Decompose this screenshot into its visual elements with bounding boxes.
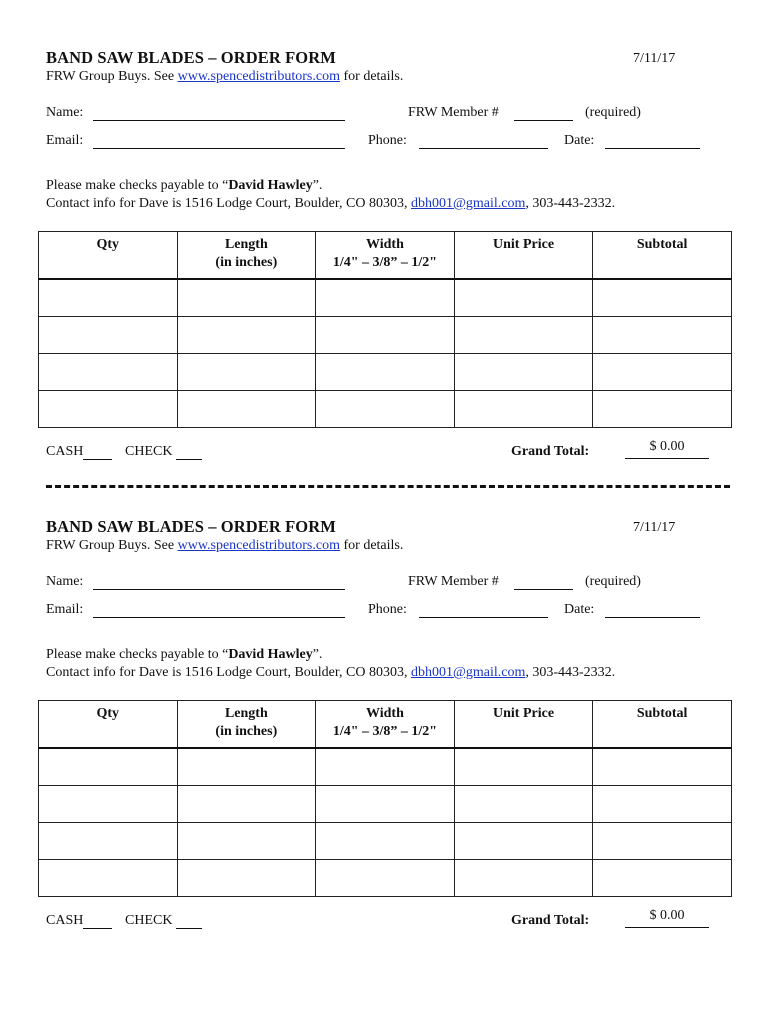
unit-price-cell[interactable] (454, 317, 593, 354)
phone-label: Phone: (368, 602, 407, 617)
table-header-row (39, 701, 732, 749)
contact-prefix: Contact info for Dave is 1516 Lodge Court, Boulder, CO 80303, (46, 196, 411, 211)
member-label: FRW Member # (408, 105, 499, 120)
column-header-subtotal (593, 701, 732, 749)
order-form-1 (0, 0, 770, 470)
qty-cell[interactable] (39, 317, 178, 354)
qty-cell[interactable] (39, 279, 178, 317)
subtotal-cell[interactable] (593, 391, 732, 428)
length-cell[interactable] (177, 317, 316, 354)
unit-price-cell[interactable] (454, 786, 593, 823)
header-line1: Unit Price (493, 706, 555, 721)
unit-price-cell[interactable] (454, 354, 593, 391)
unit-price-cell[interactable] (454, 391, 593, 428)
form-title: BAND SAW BLADES – ORDER FORM (46, 517, 336, 536)
payable-line (46, 647, 322, 663)
order-form-2 (0, 469, 770, 939)
width-cell[interactable] (316, 354, 455, 391)
qty-cell[interactable] (39, 354, 178, 391)
unit-price-cell[interactable] (454, 860, 593, 897)
length-cell[interactable] (177, 391, 316, 428)
column-header-width (316, 701, 455, 749)
column-header-unit-price (454, 701, 593, 749)
header-line1: Qty (96, 706, 120, 721)
length-cell[interactable] (177, 279, 316, 317)
subtotal-cell[interactable] (593, 279, 732, 317)
intro-suffix: for details. (340, 69, 404, 84)
unit-price-cell[interactable] (454, 279, 593, 317)
column-header-unit-price (454, 232, 593, 280)
contact-prefix: Contact info for Dave is 1516 Lodge Court, Boulder, CO 80303, (46, 665, 411, 680)
payable-line (46, 178, 322, 194)
header-line1: Length (224, 237, 268, 252)
payable-prefix: Please make checks payable to “ (46, 647, 229, 662)
form-date: 7/11/17 (633, 51, 676, 66)
header-line1: Subtotal (636, 706, 688, 721)
contact-suffix: , 303-443-2332. (525, 665, 616, 680)
member-field[interactable] (514, 120, 573, 121)
header-line2: (in inches) (215, 255, 278, 270)
required-note: (required) (585, 105, 641, 120)
table-row (39, 391, 732, 428)
header-line1: Width (366, 706, 404, 721)
contact-line (46, 196, 615, 212)
column-header-length (177, 701, 316, 749)
grand-total-value: $ 0.00 (625, 908, 709, 928)
intro-suffix: for details. (340, 538, 404, 553)
grand-total-label: Grand Total: (511, 444, 590, 459)
header-line2: 1/4" – 3/8” – 1/2" (332, 255, 438, 270)
cash-checkbox-line[interactable] (83, 459, 112, 460)
column-header-qty (39, 232, 178, 280)
order-table (38, 231, 732, 428)
grand-total-label: Grand Total: (511, 913, 590, 928)
header-line1: Unit Price (493, 237, 555, 252)
table-row (39, 354, 732, 391)
unit-price-cell[interactable] (454, 748, 593, 786)
qty-cell[interactable] (39, 860, 178, 897)
intro-line (46, 69, 403, 85)
column-header-width (316, 232, 455, 280)
check-label: CHECK (125, 444, 173, 459)
email-field[interactable] (93, 148, 345, 149)
length-cell[interactable] (177, 823, 316, 860)
qty-cell[interactable] (39, 748, 178, 786)
date-field[interactable] (605, 617, 700, 618)
qty-cell[interactable] (39, 391, 178, 428)
table-row (39, 279, 732, 317)
subtotal-cell[interactable] (593, 860, 732, 897)
width-cell[interactable] (316, 279, 455, 317)
intro-prefix: FRW Group Buys. See (46, 538, 178, 553)
member-field[interactable] (514, 589, 573, 590)
header-line2: (in inches) (215, 724, 278, 739)
payable-suffix: ”. (312, 178, 323, 193)
column-header-length (177, 232, 316, 280)
check-checkbox-line[interactable] (176, 928, 202, 929)
header-line1: Qty (96, 237, 120, 252)
unit-price-cell[interactable] (454, 823, 593, 860)
header-line1: Subtotal (636, 237, 688, 252)
date-label: Date: (564, 133, 595, 148)
payable-prefix: Please make checks payable to “ (46, 178, 229, 193)
order-table (38, 700, 732, 897)
check-label: CHECK (125, 913, 173, 928)
date-label: Date: (564, 602, 595, 617)
width-cell[interactable] (316, 391, 455, 428)
name-label: Name: (46, 574, 84, 589)
intro-line (46, 538, 403, 554)
column-header-qty (39, 701, 178, 749)
payable-name: David Hawley (228, 647, 313, 662)
length-cell[interactable] (177, 354, 316, 391)
table-row (39, 823, 732, 860)
width-cell[interactable] (316, 317, 455, 354)
cash-checkbox-line[interactable] (83, 928, 112, 929)
width-cell[interactable] (316, 860, 455, 897)
qty-cell[interactable] (39, 823, 178, 860)
email-label: Email: (46, 602, 84, 617)
form-title: BAND SAW BLADES – ORDER FORM (46, 48, 336, 67)
grand-total-value: $ 0.00 (625, 439, 709, 459)
length-cell[interactable] (177, 860, 316, 897)
name-label: Name: (46, 105, 84, 120)
column-header-subtotal (593, 232, 732, 280)
payable-name: David Hawley (228, 178, 313, 193)
table-row (39, 317, 732, 354)
contact-line (46, 665, 615, 681)
cash-label: CASH (46, 913, 84, 928)
subtotal-cell[interactable] (593, 354, 732, 391)
subtotal-cell[interactable] (593, 823, 732, 860)
intro-prefix: FRW Group Buys. See (46, 69, 178, 84)
date-field[interactable] (605, 148, 700, 149)
name-field[interactable] (93, 589, 345, 590)
phone-field[interactable] (419, 148, 548, 149)
phone-label: Phone: (368, 133, 407, 148)
form-date: 7/11/17 (633, 520, 676, 535)
email-label: Email: (46, 133, 84, 148)
name-field[interactable] (93, 120, 345, 121)
contact-suffix: , 303-443-2332. (525, 196, 616, 211)
table-row (39, 748, 732, 786)
subtotal-cell[interactable] (593, 748, 732, 786)
phone-field[interactable] (419, 617, 548, 618)
subtotal-cell[interactable] (593, 786, 732, 823)
contact-email-link[interactable]: dbh001@gmail.com (410, 665, 526, 680)
check-checkbox-line[interactable] (176, 459, 202, 460)
distributor-link[interactable]: www.spencedistributors.com (177, 538, 340, 553)
width-cell[interactable] (316, 786, 455, 823)
table-header-row (39, 232, 732, 280)
table-row (39, 786, 732, 823)
table-row (39, 860, 732, 897)
payable-suffix: ”. (312, 647, 323, 662)
cash-label: CASH (46, 444, 84, 459)
subtotal-cell[interactable] (593, 317, 732, 354)
contact-email-link[interactable]: dbh001@gmail.com (410, 196, 526, 211)
length-cell[interactable] (177, 786, 316, 823)
header-line1: Width (366, 237, 404, 252)
length-cell[interactable] (177, 748, 316, 786)
header-line2: 1/4" – 3/8” – 1/2" (332, 724, 438, 739)
member-label: FRW Member # (408, 574, 499, 589)
distributor-link[interactable]: www.spencedistributors.com (177, 69, 340, 84)
qty-cell[interactable] (39, 786, 178, 823)
width-cell[interactable] (316, 748, 455, 786)
width-cell[interactable] (316, 823, 455, 860)
required-note: (required) (585, 574, 641, 589)
header-line1: Length (224, 706, 268, 721)
email-field[interactable] (93, 617, 345, 618)
